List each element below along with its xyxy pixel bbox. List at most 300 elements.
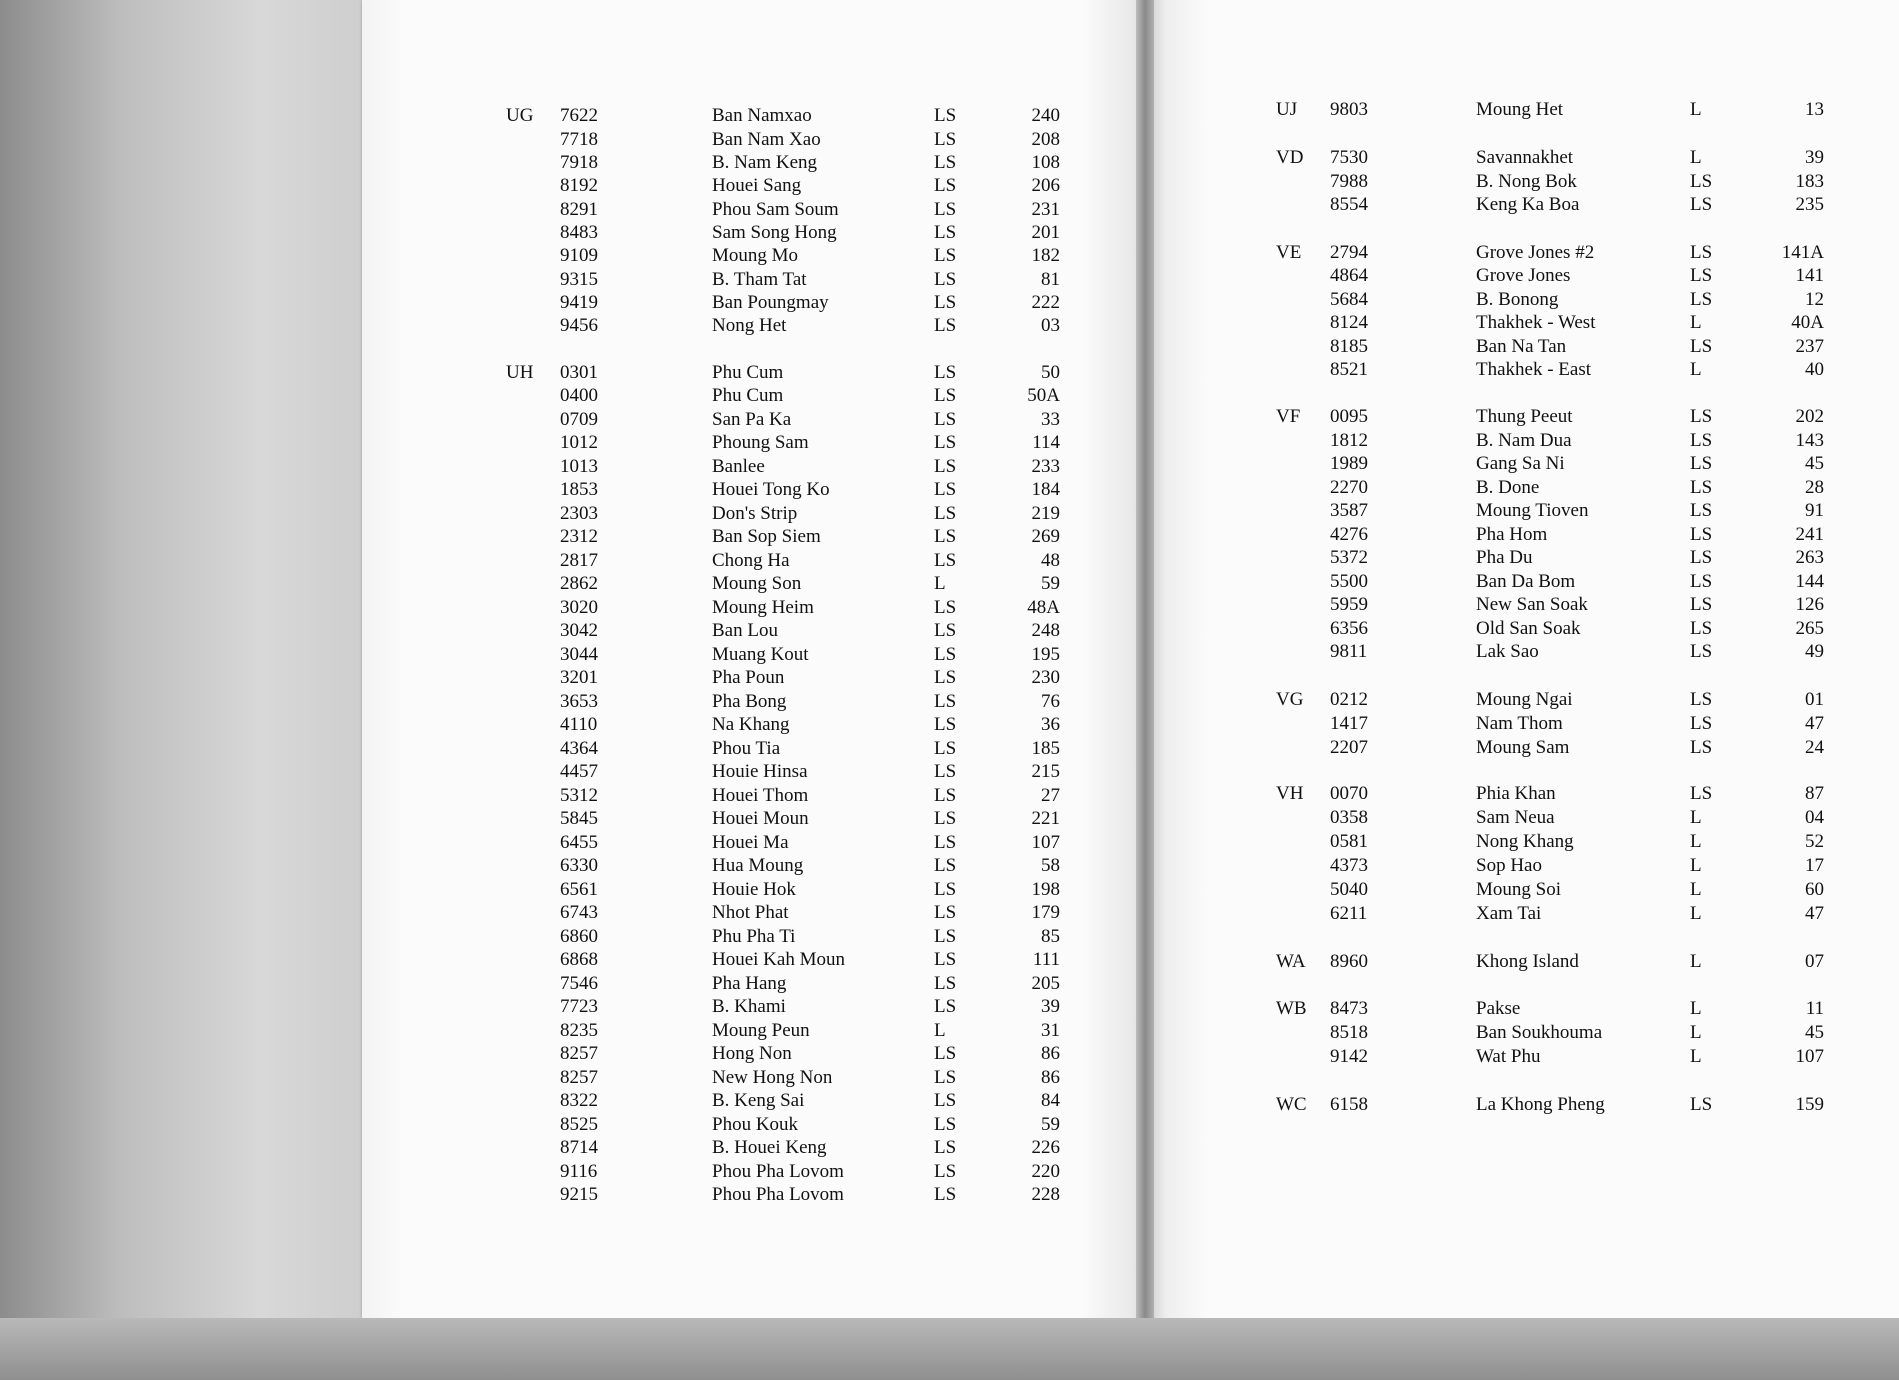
site-type: LS <box>934 479 957 500</box>
site-type: LS <box>1690 641 1713 662</box>
grid-number: 3201 <box>560 667 598 688</box>
site-name: Moung Soi <box>1476 879 1561 900</box>
scan-bottom-shadow <box>0 1318 1899 1380</box>
site-number: 45 <box>1805 453 1824 474</box>
grid-number: 8714 <box>560 1137 598 1158</box>
site-number: 59 <box>1041 573 1060 594</box>
grid-number: 6158 <box>1330 1094 1368 1115</box>
table-row <box>0 570 1899 594</box>
grid-number: 8960 <box>1330 951 1368 972</box>
site-number: 111 <box>1032 949 1060 970</box>
table-row <box>0 736 1899 760</box>
grid-zone-code: VE <box>1276 242 1302 263</box>
site-name: Sam Neua <box>1476 807 1555 828</box>
site-number: 12 <box>1805 289 1824 310</box>
table-row <box>0 617 1899 641</box>
site-type: L <box>1690 1022 1702 1043</box>
table-row <box>0 760 1899 784</box>
site-name: Moung Sam <box>1476 737 1570 758</box>
grid-number: 2303 <box>560 503 598 524</box>
site-number: 91 <box>1805 500 1824 521</box>
site-type: LS <box>1690 571 1713 592</box>
grid-number: 1417 <box>1330 713 1368 734</box>
site-number: 248 <box>1031 620 1060 641</box>
grid-number: 1012 <box>560 432 598 453</box>
site-number: 205 <box>1031 973 1060 994</box>
site-name: B. Nam Keng <box>712 152 818 173</box>
grid-number: 4364 <box>560 738 598 759</box>
site-name: Ban Sop Siem <box>712 526 821 547</box>
site-name: La Khong Pheng <box>1476 1094 1605 1115</box>
table-row <box>0 1093 1899 1117</box>
site-number: 76 <box>1041 691 1060 712</box>
site-type: LS <box>934 855 957 876</box>
site-name: Old San Soak <box>1476 618 1581 639</box>
table-row <box>0 405 1899 429</box>
site-name: Ban Nam Xao <box>712 129 821 150</box>
site-type: LS <box>1690 1094 1713 1115</box>
site-name: Phu Cum <box>712 362 784 383</box>
site-number: 241 <box>1795 524 1824 545</box>
site-number: 86 <box>1041 1067 1060 1088</box>
grid-number: 8554 <box>1330 194 1368 215</box>
grid-number: 1812 <box>1330 430 1368 451</box>
site-number: 206 <box>1031 175 1060 196</box>
table-row <box>0 264 1899 288</box>
site-type: LS <box>1690 171 1713 192</box>
site-number: 198 <box>1031 879 1060 900</box>
site-type: L <box>1690 951 1702 972</box>
site-number: 52 <box>1805 831 1824 852</box>
site-name: Gang Sa Ni <box>1476 453 1565 474</box>
grid-number: 9456 <box>560 315 598 336</box>
grid-number: 9116 <box>560 1161 598 1182</box>
grid-number: 6868 <box>560 949 598 970</box>
site-type: LS <box>934 597 957 618</box>
site-number: 179 <box>1031 902 1060 923</box>
site-number: 04 <box>1805 807 1824 828</box>
site-name: Keng Ka Boa <box>1476 194 1580 215</box>
table-row <box>0 335 1899 359</box>
grid-number: 2270 <box>1330 477 1368 498</box>
site-number: 108 <box>1031 152 1060 173</box>
site-number: 28 <box>1805 477 1824 498</box>
grid-number: 4373 <box>1330 855 1368 876</box>
site-type: LS <box>934 152 957 173</box>
grid-number: 3042 <box>560 620 598 641</box>
site-name: Moung Heim <box>712 597 814 618</box>
site-number: 235 <box>1795 194 1824 215</box>
site-number: 85 <box>1041 926 1060 947</box>
site-type: LS <box>934 1137 957 1158</box>
grid-zone-code: WC <box>1276 1094 1307 1115</box>
site-name: Thung Peeut <box>1476 406 1573 427</box>
site-name: Muang Kout <box>712 644 809 665</box>
table-row <box>0 193 1899 217</box>
site-type: LS <box>934 1114 957 1135</box>
table-row <box>0 1183 1899 1207</box>
site-number: 107 <box>1795 1046 1824 1067</box>
site-name: Savannakhet <box>1476 147 1574 168</box>
site-number: 39 <box>1805 147 1824 168</box>
table-row <box>0 499 1899 523</box>
site-type: LS <box>934 526 957 547</box>
site-number: 58 <box>1041 855 1060 876</box>
grid-number: 6860 <box>560 926 598 947</box>
site-name: New Hong Non <box>712 1067 833 1088</box>
site-name: B. Done <box>1476 477 1540 498</box>
grid-number: 1853 <box>560 479 598 500</box>
site-name: B. Khami <box>712 996 786 1017</box>
site-name: Ban Na Tan <box>1476 336 1567 357</box>
site-number: 114 <box>1032 432 1060 453</box>
site-number: 201 <box>1031 222 1060 243</box>
site-name: Sop Hao <box>1476 855 1542 876</box>
grid-number: 1013 <box>560 456 598 477</box>
site-type: LS <box>1690 430 1713 451</box>
site-type: LS <box>934 175 957 196</box>
site-name: B. Tham Tat <box>712 269 807 290</box>
site-number: 215 <box>1031 761 1060 782</box>
site-type: LS <box>934 385 957 406</box>
table-row <box>0 1136 1899 1160</box>
site-type: LS <box>1690 737 1713 758</box>
grid-number: 2862 <box>560 573 598 594</box>
site-type: LS <box>934 714 957 735</box>
site-type: L <box>1690 998 1702 1019</box>
table-row <box>0 241 1899 265</box>
site-number: 50A <box>1027 385 1060 406</box>
site-type: LS <box>934 222 957 243</box>
site-name: Phoung Sam <box>712 432 809 453</box>
table-row <box>0 1066 1899 1090</box>
grid-number: 5959 <box>1330 594 1368 615</box>
table-row <box>0 146 1899 170</box>
grid-number: 2207 <box>1330 737 1368 758</box>
table-row <box>0 830 1899 854</box>
grid-number: 3587 <box>1330 500 1368 521</box>
site-type: L <box>1690 903 1702 924</box>
grid-number: 5684 <box>1330 289 1368 310</box>
table-row <box>0 925 1899 949</box>
site-name: Ban Namxao <box>712 105 812 126</box>
table-row <box>0 429 1899 453</box>
site-number: 27 <box>1041 785 1060 806</box>
site-name: Ban Soukhouma <box>1476 1022 1603 1043</box>
site-type: LS <box>934 199 957 220</box>
site-number: 233 <box>1031 456 1060 477</box>
site-number: 220 <box>1031 1161 1060 1182</box>
site-number: 40 <box>1805 359 1824 380</box>
site-name: Houei Thom <box>712 785 809 806</box>
grid-number: 2312 <box>560 526 598 547</box>
grid-number: 2794 <box>1330 242 1368 263</box>
grid-number: 8322 <box>560 1090 598 1111</box>
site-type: LS <box>1690 406 1713 427</box>
grid-number: 6330 <box>560 855 598 876</box>
table-row <box>0 688 1899 712</box>
site-type: LS <box>934 691 957 712</box>
grid-number: 5500 <box>1330 571 1368 592</box>
site-type: LS <box>934 996 957 1017</box>
site-number: 263 <box>1795 547 1824 568</box>
site-type: LS <box>934 409 957 430</box>
site-name: Phou Tia <box>712 738 781 759</box>
grid-number: 6743 <box>560 902 598 923</box>
site-number: 33 <box>1041 409 1060 430</box>
site-name: Moung Son <box>712 573 802 594</box>
site-number: 49 <box>1805 641 1824 662</box>
grid-number: 8192 <box>560 175 598 196</box>
table-row <box>0 950 1899 974</box>
site-type: LS <box>1690 500 1713 521</box>
site-name: Na Khang <box>712 714 790 735</box>
site-type: LS <box>934 292 957 313</box>
grid-number: 7622 <box>560 105 598 126</box>
site-type: L <box>1690 855 1702 876</box>
site-number: 185 <box>1031 738 1060 759</box>
site-number: 50 <box>1041 362 1060 383</box>
grid-number: 9215 <box>560 1184 598 1205</box>
table-row <box>0 712 1899 736</box>
site-number: 184 <box>1031 479 1060 500</box>
site-number: 48 <box>1041 550 1060 571</box>
site-name: Phu Pha Ti <box>712 926 796 947</box>
site-name: Moung Peun <box>712 1020 810 1041</box>
grid-number: 5372 <box>1330 547 1368 568</box>
grid-zone-code: WA <box>1276 951 1306 972</box>
site-type: LS <box>934 644 957 665</box>
site-type: LS <box>1690 689 1713 710</box>
grid-number: 7723 <box>560 996 598 1017</box>
grid-zone-code: VH <box>1276 783 1304 804</box>
site-name: Wat Phu <box>1476 1046 1541 1067</box>
site-type: LS <box>934 620 957 641</box>
grid-number: 3653 <box>560 691 598 712</box>
site-type: LS <box>934 1090 957 1111</box>
site-type: LS <box>1690 618 1713 639</box>
site-type: LS <box>934 129 957 150</box>
site-number: 143 <box>1795 430 1824 451</box>
site-type: LS <box>1690 524 1713 545</box>
site-type: L <box>1690 312 1702 333</box>
site-number: 182 <box>1031 245 1060 266</box>
grid-number: 5312 <box>560 785 598 806</box>
site-number: 202 <box>1795 406 1824 427</box>
grid-number: 5040 <box>1330 879 1368 900</box>
grid-number: 0358 <box>1330 807 1368 828</box>
site-type: LS <box>934 1043 957 1064</box>
site-number: 81 <box>1041 269 1060 290</box>
grid-number: 9803 <box>1330 99 1368 120</box>
grid-zone-code: UG <box>506 105 534 126</box>
site-number: 141 <box>1795 265 1824 286</box>
site-number: 01 <box>1805 689 1824 710</box>
site-number: 126 <box>1795 594 1824 615</box>
grid-number: 0709 <box>560 409 598 430</box>
site-name: New San Soak <box>1476 594 1588 615</box>
site-type: L <box>1690 147 1702 168</box>
site-number: 31 <box>1041 1020 1060 1041</box>
table-row <box>0 878 1899 902</box>
site-name: Moung Tioven <box>1476 500 1589 521</box>
site-type: LS <box>934 432 957 453</box>
site-name: Houei Kah Moun <box>712 949 845 970</box>
site-type: LS <box>934 550 957 571</box>
table-row <box>0 782 1899 806</box>
site-name: Sam Song Hong <box>712 222 837 243</box>
site-name: Hua Moung <box>712 855 804 876</box>
site-type: L <box>1690 1046 1702 1067</box>
site-number: 226 <box>1031 1137 1060 1158</box>
table-row <box>0 593 1899 617</box>
table-row <box>0 311 1899 335</box>
site-number: 269 <box>1031 526 1060 547</box>
site-name: Houei Tong Ko <box>712 479 830 500</box>
site-number: 240 <box>1031 105 1060 126</box>
site-name: Phou Pha Lovom <box>712 1184 844 1205</box>
site-type: LS <box>934 1161 957 1182</box>
site-name: Xam Tai <box>1476 903 1542 924</box>
site-type: LS <box>1690 242 1713 263</box>
site-number: 237 <box>1795 336 1824 357</box>
site-name: Houei Moun <box>712 808 809 829</box>
site-name: Ban Lou <box>712 620 778 641</box>
site-type: LS <box>934 105 957 126</box>
site-number: 222 <box>1031 292 1060 313</box>
site-number: 219 <box>1031 503 1060 524</box>
grid-number: 8521 <box>1330 359 1368 380</box>
grid-zone-code: VG <box>1276 689 1304 710</box>
grid-number: 3044 <box>560 644 598 665</box>
site-name: Nam Thom <box>1476 713 1563 734</box>
grid-zone-code: VF <box>1276 406 1301 427</box>
site-name: Phu Cum <box>712 385 784 406</box>
grid-number: 7718 <box>560 129 598 150</box>
site-number: 47 <box>1805 713 1824 734</box>
grid-number: 8124 <box>1330 312 1368 333</box>
table-row <box>0 476 1899 500</box>
site-type: LS <box>934 315 957 336</box>
table-row <box>0 98 1899 122</box>
site-number: 265 <box>1795 618 1824 639</box>
site-type: LS <box>934 785 957 806</box>
grid-number: 7918 <box>560 152 598 173</box>
grid-number: 9315 <box>560 269 598 290</box>
site-name: Pakse <box>1476 998 1521 1019</box>
site-number: 208 <box>1031 129 1060 150</box>
site-type: LS <box>934 832 957 853</box>
grid-number: 8185 <box>1330 336 1368 357</box>
site-number: 40A <box>1791 312 1824 333</box>
table-row <box>0 358 1899 382</box>
table-row <box>0 523 1899 547</box>
grid-number: 0212 <box>1330 689 1368 710</box>
site-type: LS <box>1690 713 1713 734</box>
site-type: LS <box>934 1067 957 1088</box>
site-name: Houie Hok <box>712 879 796 900</box>
site-name: Nong Het <box>712 315 787 336</box>
table-row <box>0 972 1899 996</box>
site-type: L <box>1690 99 1702 120</box>
grid-number: 7988 <box>1330 171 1368 192</box>
site-number: 07 <box>1805 951 1824 972</box>
site-name: Moung Het <box>1476 99 1564 120</box>
site-name: Pha Bong <box>712 691 787 712</box>
table-row <box>0 1160 1899 1184</box>
grid-number: 8235 <box>560 1020 598 1041</box>
site-type: LS <box>1690 453 1713 474</box>
site-name: Thakhek - West <box>1476 312 1596 333</box>
site-type: LS <box>934 973 957 994</box>
site-name: Ban Poungmay <box>712 292 829 313</box>
site-name: Phou Kouk <box>712 1114 799 1135</box>
site-name: Don's Strip <box>712 503 798 524</box>
site-type: LS <box>934 245 957 266</box>
grid-number: 4110 <box>560 714 598 735</box>
site-number: 45 <box>1805 1022 1824 1043</box>
site-number: 141A <box>1781 242 1824 263</box>
site-name: Pha Hang <box>712 973 787 994</box>
table-row <box>0 666 1899 690</box>
grid-number: 0095 <box>1330 406 1368 427</box>
table-row <box>0 997 1899 1021</box>
site-name: Pha Hom <box>1476 524 1548 545</box>
table-row <box>0 1045 1899 1069</box>
site-type: LS <box>934 456 957 477</box>
grid-number: 6561 <box>560 879 598 900</box>
grid-number: 5845 <box>560 808 598 829</box>
site-type: LS <box>934 808 957 829</box>
site-name: B. Houei Keng <box>712 1137 827 1158</box>
site-number: 84 <box>1041 1090 1060 1111</box>
grid-number: 1989 <box>1330 453 1368 474</box>
site-type: LS <box>934 1184 957 1205</box>
site-number: 87 <box>1805 783 1824 804</box>
site-type: LS <box>934 503 957 524</box>
site-name: Phou Pha Lovom <box>712 1161 844 1182</box>
grid-number: 7530 <box>1330 147 1368 168</box>
site-type: LS <box>1690 289 1713 310</box>
site-number: 60 <box>1805 879 1824 900</box>
site-type: L <box>934 1020 946 1041</box>
table-row <box>0 902 1899 926</box>
grid-zone-code: WB <box>1276 998 1307 1019</box>
site-type: LS <box>1690 783 1713 804</box>
table-row <box>0 1021 1899 1045</box>
grid-number: 8525 <box>560 1114 598 1135</box>
site-name: Khong Island <box>1476 951 1579 972</box>
site-name: Thakhek - East <box>1476 359 1592 380</box>
site-name: B. Keng Sai <box>712 1090 805 1111</box>
table-row <box>0 452 1899 476</box>
grid-zone-code: UJ <box>1276 99 1298 120</box>
grid-number: 8483 <box>560 222 598 243</box>
site-name: Houei Sang <box>712 175 802 196</box>
site-name: Nhot Phat <box>712 902 789 923</box>
grid-number: 8473 <box>1330 998 1368 1019</box>
site-type: L <box>1690 831 1702 852</box>
grid-number: 6455 <box>560 832 598 853</box>
site-name: B. Nam Dua <box>1476 430 1572 451</box>
site-number: 195 <box>1031 644 1060 665</box>
site-type: LS <box>1690 194 1713 215</box>
site-number: 03 <box>1041 315 1060 336</box>
site-number: 230 <box>1031 667 1060 688</box>
site-number: 228 <box>1031 1184 1060 1205</box>
site-name: B. Bonong <box>1476 289 1559 310</box>
site-number: 231 <box>1031 199 1060 220</box>
